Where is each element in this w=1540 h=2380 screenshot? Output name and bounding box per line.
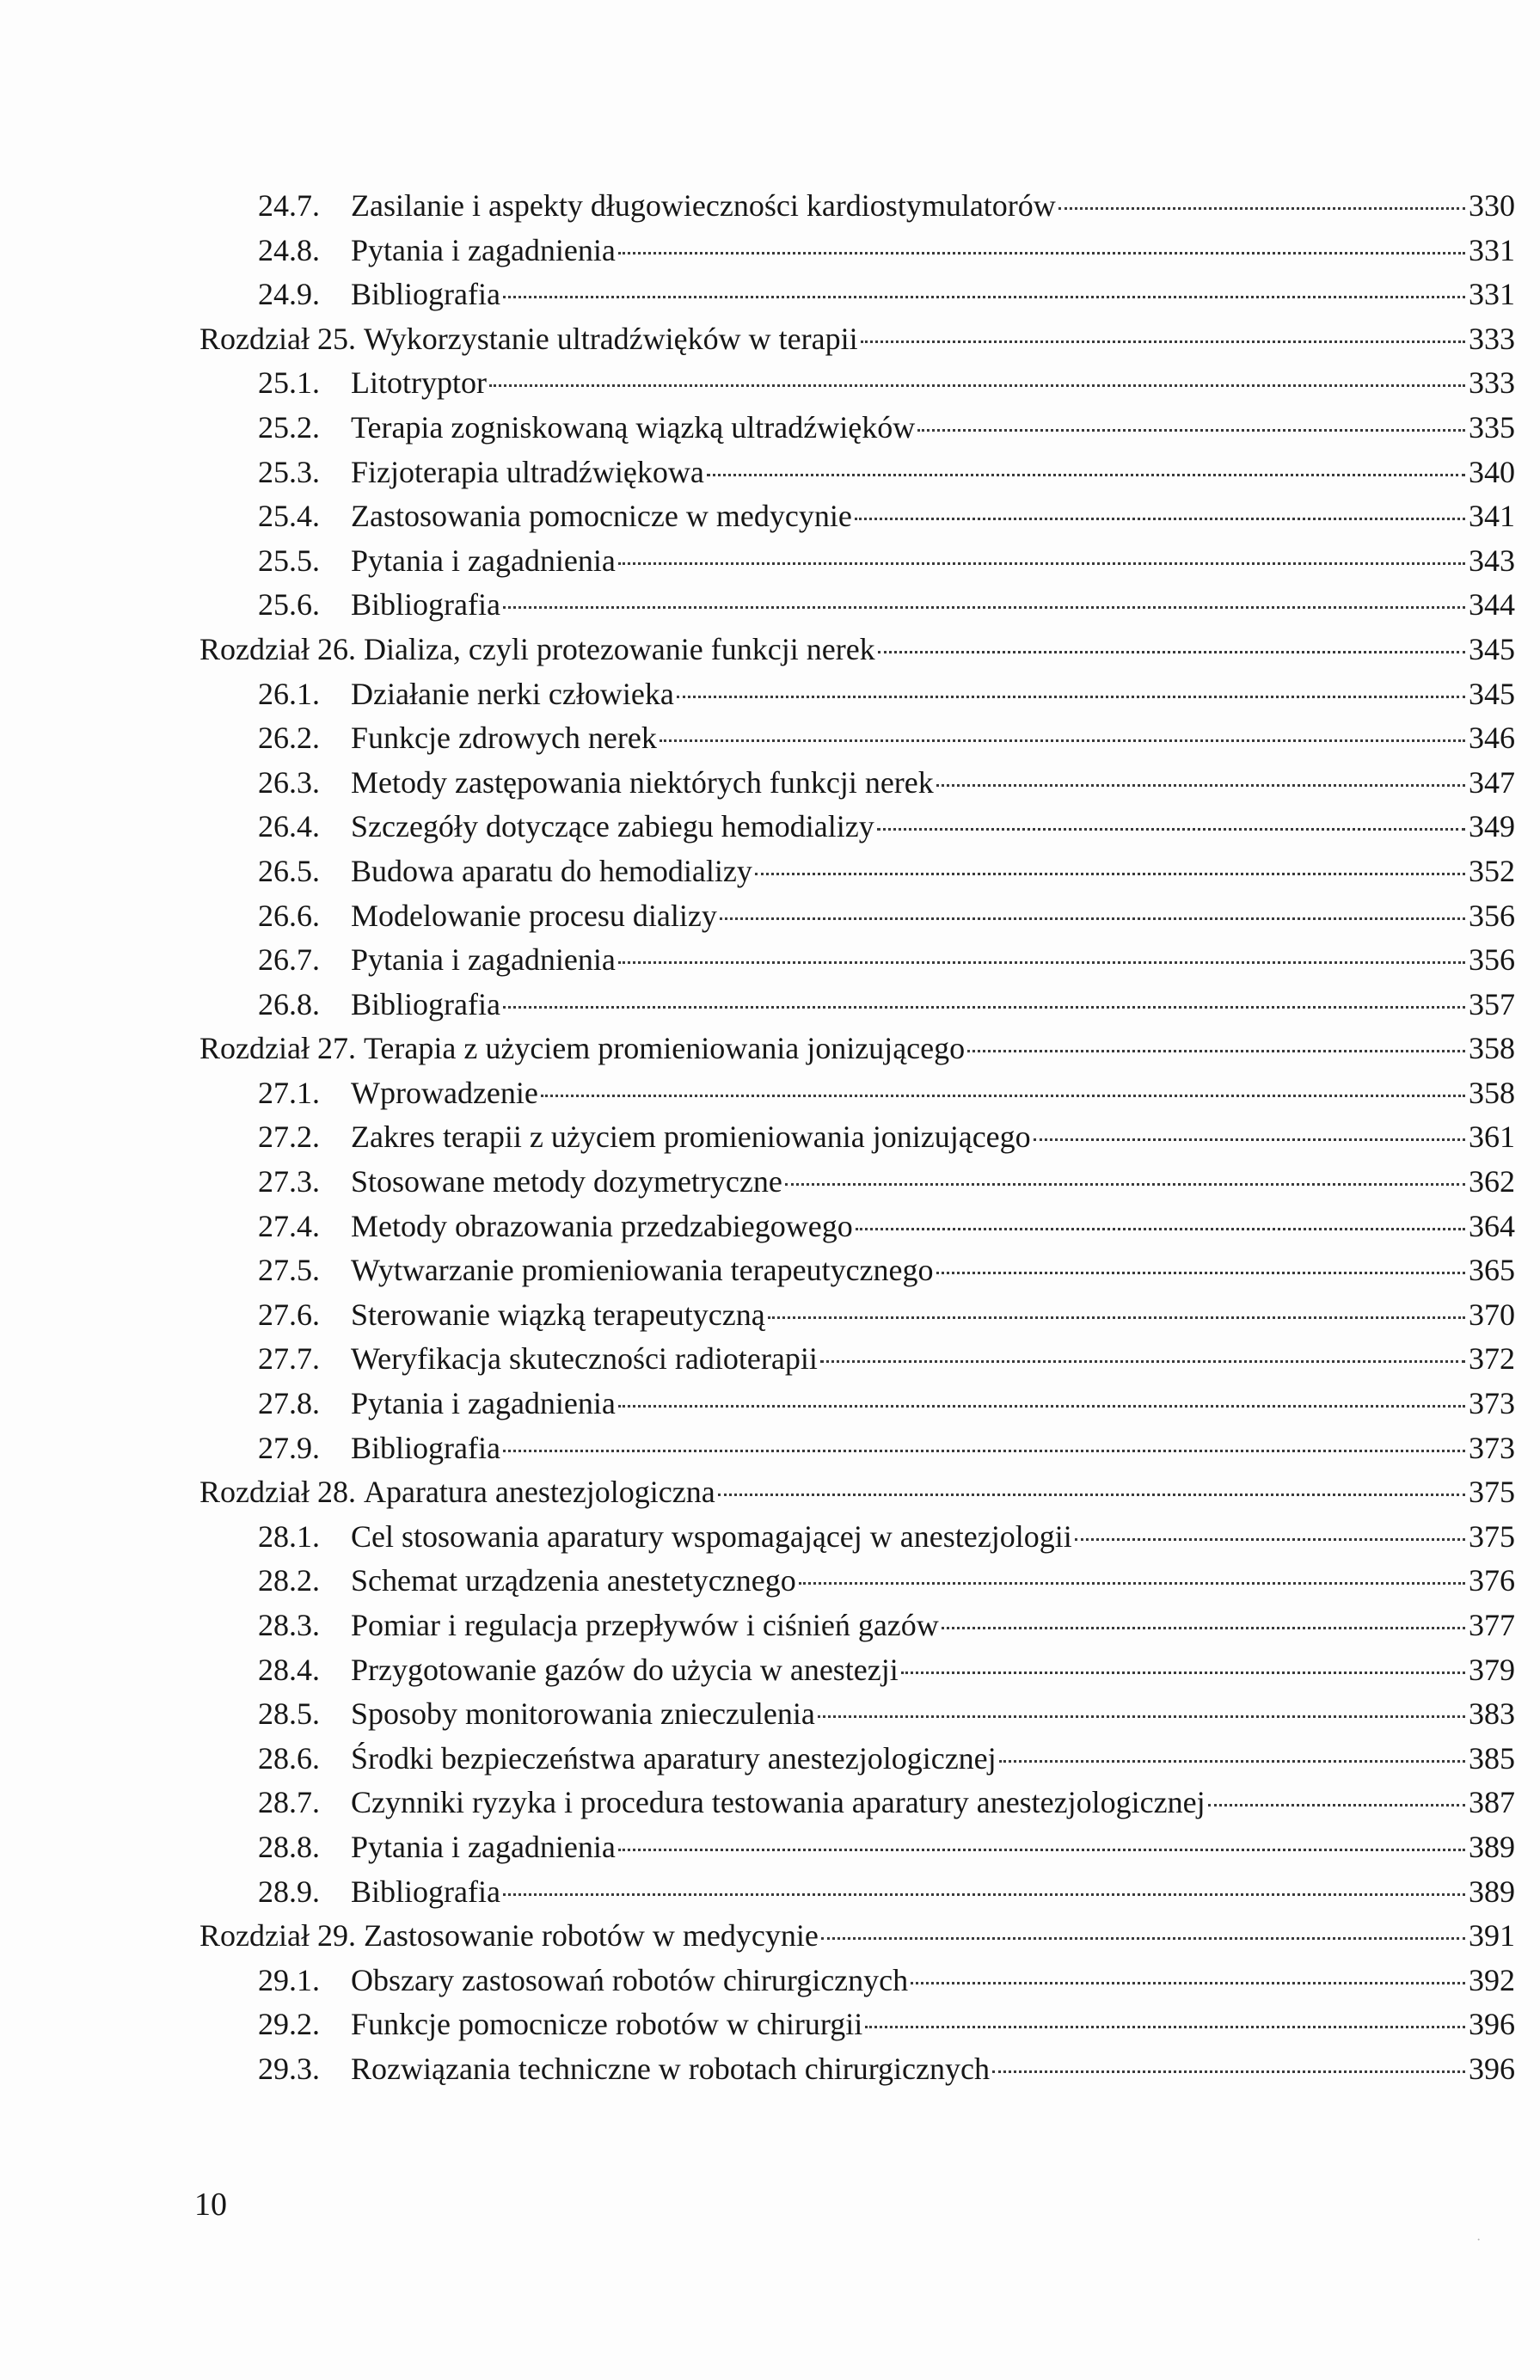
dot-leader xyxy=(856,1228,1465,1230)
toc-chapter-entry xyxy=(199,1914,1515,1959)
toc-section-entry xyxy=(199,406,1515,451)
dot-leader xyxy=(618,1849,1465,1851)
toc-section-entry xyxy=(199,2003,1515,2047)
toc-entry-page: 358 xyxy=(1469,1075,1515,1110)
toc-entry-page: 352 xyxy=(1469,853,1515,888)
toc-section-entry xyxy=(199,451,1515,495)
toc-section-entry xyxy=(199,1559,1515,1604)
toc-entry-number: Rozdział 29. xyxy=(199,1918,356,1954)
toc-entry-number: 25.4. xyxy=(258,499,320,534)
dot-leader xyxy=(967,1050,1465,1052)
dot-leader xyxy=(707,474,1465,476)
toc-entry-page: 358 xyxy=(1469,1031,1515,1066)
dot-leader xyxy=(503,606,1465,609)
toc-entry-number: 25.1. xyxy=(258,365,320,401)
dot-leader xyxy=(660,739,1465,742)
toc-entry-title: Szczegóły dotyczące zabiegu hemodializy xyxy=(351,809,874,844)
toc-chapter-entry xyxy=(199,628,1515,672)
toc-entry-page: 349 xyxy=(1469,809,1515,844)
toc-entry-page: 391 xyxy=(1469,1918,1515,1954)
toc-entry-page: 344 xyxy=(1469,587,1515,623)
toc-entry-page: 377 xyxy=(1469,1608,1515,1642)
toc-entry-page: 364 xyxy=(1469,1208,1515,1243)
toc-entry-number: 27.5. xyxy=(258,1253,320,1288)
toc-entry-page: 346 xyxy=(1469,721,1515,756)
toc-entry-number: 26.6. xyxy=(258,898,320,933)
toc-entry-number: Rozdział 28. xyxy=(199,1475,356,1510)
dot-leader xyxy=(1075,1538,1465,1541)
toc-entry-title: Pytania i zagadnienia xyxy=(351,543,616,578)
dot-leader xyxy=(1058,207,1465,210)
toc-entry-number: 26.5. xyxy=(258,853,320,888)
page-number: 10 xyxy=(194,2187,227,2223)
toc-section-entry xyxy=(199,716,1515,761)
dot-leader xyxy=(489,384,1465,387)
toc-entry-title: Modelowanie procesu dializy xyxy=(351,898,717,933)
toc-section-entry xyxy=(199,1692,1515,1737)
toc-entry-title: Wytwarzanie promieniowania terapeutycznego xyxy=(351,1253,934,1288)
toc-section-entry xyxy=(199,361,1515,406)
toc-chapter-entry xyxy=(199,1470,1515,1515)
toc-section-entry xyxy=(199,938,1515,983)
toc-section-entry xyxy=(199,805,1515,850)
toc-entry-title: Terapia z użyciem promieniowania jonizującego xyxy=(363,1031,966,1066)
toc-entry-title: Metody obrazowania przedzabiegowego xyxy=(351,1208,853,1243)
dot-leader xyxy=(718,1494,1465,1496)
toc-entry-number: 26.1. xyxy=(258,676,320,711)
toc-entry-number: 25.6. xyxy=(258,587,320,623)
toc-entry-title: Pytania i zagadnienia xyxy=(351,1386,616,1421)
toc-entry-title: Terapia zogniskowaną wiązką ultradźwięków xyxy=(351,409,916,445)
toc-entry-page: 375 xyxy=(1469,1518,1515,1554)
dot-leader xyxy=(503,1006,1465,1009)
toc-section-entry xyxy=(199,1959,1515,2003)
toc-entry-page: 392 xyxy=(1469,1962,1515,1997)
toc-entry-number: 28.8. xyxy=(258,1829,320,1864)
dot-leader xyxy=(992,2070,1465,2073)
toc-entry-number: 26.8. xyxy=(258,986,320,1021)
toc-section-entry xyxy=(199,672,1515,717)
toc-entry-number: 26.2. xyxy=(258,721,320,756)
toc-section-entry xyxy=(199,1781,1515,1825)
dot-leader xyxy=(936,784,1465,787)
toc-entry-title: Fizjoterapia ultradźwiękowa xyxy=(351,454,704,489)
toc-entry-page: 396 xyxy=(1469,2007,1515,2042)
toc-entry-title: Wprowadzenie xyxy=(351,1075,538,1110)
dot-leader xyxy=(855,518,1465,520)
scan-mark: · xyxy=(1476,2233,1482,2248)
dot-leader xyxy=(541,1095,1465,1097)
toc-entry-title: Pytania i zagadnienia xyxy=(351,942,616,978)
toc-section-entry xyxy=(199,494,1515,539)
toc-entry-number: Rozdział 27. xyxy=(199,1031,356,1066)
toc-section-entry xyxy=(199,1515,1515,1560)
toc-entry-page: 330 xyxy=(1469,188,1515,223)
toc-entry-title: Pytania i zagadnienia xyxy=(351,232,616,267)
dot-leader xyxy=(785,1183,1465,1186)
toc-entry-number: 25.2. xyxy=(258,409,320,445)
toc-entry-title: Cel stosowania aparatury wspomagającej w anestezjologii xyxy=(351,1518,1072,1554)
toc-entry-page: 343 xyxy=(1469,543,1515,578)
toc-entry-page: 376 xyxy=(1469,1563,1515,1598)
toc-entry-page: 389 xyxy=(1469,1829,1515,1864)
toc-entry-page: 379 xyxy=(1469,1652,1515,1687)
dot-leader xyxy=(503,1893,1465,1896)
toc-section-entry xyxy=(199,1337,1515,1382)
toc-section-entry xyxy=(199,1382,1515,1426)
toc-entry-number: 28.6. xyxy=(258,1740,320,1776)
dot-leader xyxy=(820,1360,1465,1363)
toc-entry-page: 340 xyxy=(1469,454,1515,489)
toc-entry-number: 27.8. xyxy=(258,1386,320,1421)
toc-section-entry xyxy=(199,583,1515,628)
toc-entry-number: 29.2. xyxy=(258,2007,320,2042)
dot-leader xyxy=(821,1937,1465,1940)
toc-entry-page: 331 xyxy=(1469,232,1515,267)
toc-entry-title: Bibliografia xyxy=(351,587,500,623)
toc-entry-title: Pytania i zagadnienia xyxy=(351,1829,616,1864)
toc-entry-title: Przygotowanie gazów do użycia w anestezji xyxy=(351,1652,899,1687)
dot-leader xyxy=(936,1272,1465,1274)
toc-section-entry xyxy=(199,1115,1515,1160)
toc-entry-page: 345 xyxy=(1469,631,1515,666)
toc-entry-title: Czynniki ryzyka i procedura testowania aparatury anestezjologicznej xyxy=(351,1785,1206,1820)
toc-entry-page: 373 xyxy=(1469,1386,1515,1421)
toc-entry-number: 28.2. xyxy=(258,1563,320,1598)
toc-entry-page: 356 xyxy=(1469,942,1515,978)
toc-entry-page: 370 xyxy=(1469,1297,1515,1332)
toc-chapter-entry xyxy=(199,1027,1515,1071)
toc-entry-title: Bibliografia xyxy=(351,277,500,312)
toc-entry-page: 333 xyxy=(1469,321,1515,356)
toc-entry-number: 28.3. xyxy=(258,1608,320,1642)
toc-entry-page: 385 xyxy=(1469,1740,1515,1776)
toc-entry-number: 29.1. xyxy=(258,1962,320,1997)
toc-section-entry xyxy=(199,273,1515,317)
toc-entry-number: 24.9. xyxy=(258,277,320,312)
toc-entry-page: 333 xyxy=(1469,365,1515,401)
toc-entry-number: 28.9. xyxy=(258,1874,320,1909)
dot-leader xyxy=(877,828,1465,831)
toc-entry-title: Litotryptor xyxy=(351,365,487,401)
toc-entry-page: 345 xyxy=(1469,676,1515,711)
toc-section-entry xyxy=(199,983,1515,1027)
toc-entry-number: 27.6. xyxy=(258,1297,320,1332)
toc-entry-title: Działanie nerki człowieka xyxy=(351,676,674,711)
toc-entry-page: 365 xyxy=(1469,1253,1515,1288)
toc-section-entry xyxy=(199,2047,1515,2092)
toc-section-entry xyxy=(199,1870,1515,1915)
dot-leader xyxy=(917,429,1465,432)
dot-leader xyxy=(799,1582,1465,1585)
dot-leader xyxy=(720,917,1465,920)
toc-entry-title: Pomiar i regulacja przepływów i ciśnień gazów xyxy=(351,1608,939,1642)
toc-section-entry xyxy=(199,229,1515,273)
toc-entry-page: 383 xyxy=(1469,1696,1515,1732)
toc-entry-page: 372 xyxy=(1469,1341,1515,1377)
dot-leader xyxy=(755,873,1465,875)
toc-entry-page: 373 xyxy=(1469,1430,1515,1465)
toc-entry-number: 27.3. xyxy=(258,1164,320,1199)
toc-section-entry xyxy=(199,1825,1515,1870)
toc-entry-page: 362 xyxy=(1469,1164,1515,1199)
dot-leader xyxy=(618,562,1465,565)
toc-entry-number: Rozdział 25. xyxy=(199,321,356,356)
toc-section-entry xyxy=(199,850,1515,894)
dot-leader xyxy=(865,2026,1465,2028)
toc-entry-title: Metody zastępowania niektórych funkcji nerek xyxy=(351,764,934,800)
toc-entry-page: 331 xyxy=(1469,277,1515,312)
toc-entry-title: Wykorzystanie ultradźwięków w terapii xyxy=(363,321,858,356)
toc-entry-number: 27.9. xyxy=(258,1430,320,1465)
toc-entry-page: 361 xyxy=(1469,1119,1515,1155)
dot-leader xyxy=(911,1982,1465,1984)
toc-section-entry xyxy=(199,1737,1515,1782)
toc-section-entry xyxy=(199,1648,1515,1693)
toc-entry-title: Zastosowanie robotów w medycynie xyxy=(363,1918,819,1954)
toc-entry-title: Zasilanie i aspekty długowieczności kardiostymulatorów xyxy=(351,188,1056,223)
toc-entry-number: 28.7. xyxy=(258,1785,320,1820)
toc-section-entry xyxy=(199,539,1515,584)
dot-leader xyxy=(1208,1804,1465,1806)
toc-entry-page: 356 xyxy=(1469,898,1515,933)
dot-leader xyxy=(618,961,1465,964)
toc-entry-number: 27.7. xyxy=(258,1341,320,1377)
toc-entry-title: Obszary zastosowań robotów chirurgicznych xyxy=(351,1962,909,1997)
toc-entry-title: Bibliografia xyxy=(351,986,500,1021)
toc-entry-title: Zakres terapii z użyciem promieniowania jonizującego xyxy=(351,1119,1031,1155)
toc-chapter-entry xyxy=(199,317,1515,362)
toc-entry-page: 389 xyxy=(1469,1874,1515,1909)
toc-entry-page: 347 xyxy=(1469,764,1515,800)
toc-entry-number: 26.7. xyxy=(258,942,320,978)
toc-section-entry xyxy=(199,1604,1515,1648)
toc-entry-page: 341 xyxy=(1469,499,1515,534)
toc-entry-title: Środki bezpieczeństwa aparatury anestezjologicznej xyxy=(351,1740,997,1776)
dot-leader xyxy=(503,1450,1465,1452)
dot-leader xyxy=(878,651,1465,653)
toc-section-entry xyxy=(199,1205,1515,1249)
toc-section-entry xyxy=(199,894,1515,939)
toc-section-entry xyxy=(199,1248,1515,1293)
toc-entry-title: Funkcje pomocnicze robotów w chirurgii xyxy=(351,2007,863,2042)
toc-section-entry xyxy=(199,761,1515,806)
toc-entry-number: 25.5. xyxy=(258,543,320,578)
toc-entry-number: 26.4. xyxy=(258,809,320,844)
toc-entry-number: 25.3. xyxy=(258,454,320,489)
toc-entry-title: Weryfikacja skuteczności radioterapii xyxy=(351,1341,818,1377)
toc-entry-number: 24.7. xyxy=(258,188,320,223)
toc-entry-page: 357 xyxy=(1469,986,1515,1021)
toc-section-entry xyxy=(199,1071,1515,1116)
toc-entry-page: 387 xyxy=(1469,1785,1515,1820)
toc-entry-title: Rozwiązania techniczne w robotach chirurgicznych xyxy=(351,2051,990,2086)
toc-entry-title: Dializa, czyli protezowanie funkcji nerek xyxy=(363,631,875,666)
toc-entry-page: 335 xyxy=(1469,409,1515,445)
toc-entry-title: Sposoby monitorowania znieczulenia xyxy=(351,1696,815,1732)
toc-section-entry xyxy=(199,1160,1515,1205)
toc-entry-title: Stosowane metody dozymetryczne xyxy=(351,1164,782,1199)
toc-section-entry xyxy=(199,1293,1515,1338)
toc-entry-number: 28.5. xyxy=(258,1696,320,1732)
toc-entry-title: Zastosowania pomocnicze w medycynie xyxy=(351,499,852,534)
dot-leader xyxy=(999,1760,1465,1763)
toc-entry-number: 27.2. xyxy=(258,1119,320,1155)
dot-leader xyxy=(861,340,1465,343)
toc-entry-number: 29.3. xyxy=(258,2051,320,2086)
toc-section-entry xyxy=(199,184,1515,229)
dot-leader xyxy=(768,1316,1465,1319)
toc-entry-number: 28.1. xyxy=(258,1518,320,1554)
dot-leader xyxy=(1034,1138,1465,1141)
toc-entry-title: Sterowanie wiązką terapeutyczną xyxy=(351,1297,765,1332)
toc-entry-number: 26.3. xyxy=(258,764,320,800)
dot-leader xyxy=(818,1715,1465,1718)
dot-leader xyxy=(618,252,1465,255)
toc-entry-page: 375 xyxy=(1469,1475,1515,1510)
toc-entry-title: Funkcje zdrowych nerek xyxy=(351,721,657,756)
toc-entry-title: Bibliografia xyxy=(351,1874,500,1909)
toc-entry-title: Budowa aparatu do hemodializy xyxy=(351,853,752,888)
dot-leader xyxy=(942,1627,1465,1629)
dot-leader xyxy=(503,296,1465,298)
toc-entry-number: 27.4. xyxy=(258,1208,320,1243)
dot-leader xyxy=(901,1672,1465,1674)
toc-section-entry xyxy=(199,1426,1515,1471)
toc-entry-title: Aparatura anestezjologiczna xyxy=(363,1475,715,1510)
table-of-contents xyxy=(199,184,1515,2092)
toc-entry-page: 396 xyxy=(1469,2051,1515,2086)
toc-entry-number: 24.8. xyxy=(258,232,320,267)
toc-entry-number: Rozdział 26. xyxy=(199,631,356,666)
toc-entry-title: Schemat urządzenia anestetycznego xyxy=(351,1563,796,1598)
toc-entry-number: 28.4. xyxy=(258,1652,320,1687)
toc-entry-title: Bibliografia xyxy=(351,1430,500,1465)
toc-entry-number: 27.1. xyxy=(258,1075,320,1110)
dot-leader xyxy=(677,696,1465,698)
dot-leader xyxy=(618,1405,1465,1408)
